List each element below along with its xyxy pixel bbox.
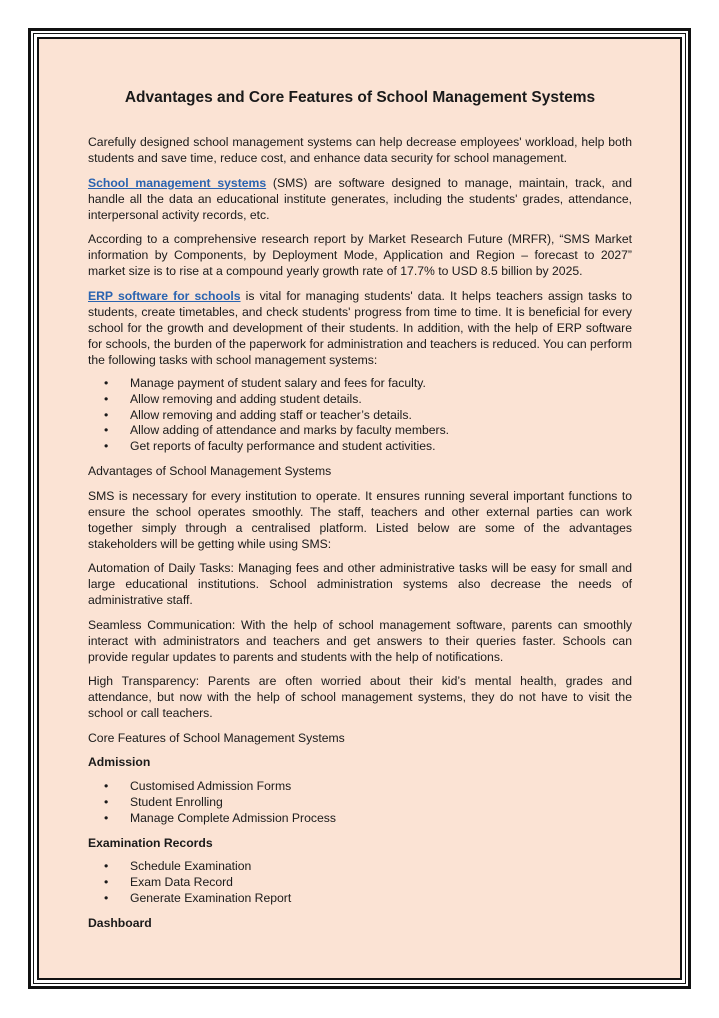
bullet-icon: •: [104, 376, 109, 390]
tasks-list: [88, 376, 632, 455]
list-item: • Allow adding of attendance and marks by faculty members.: [104, 423, 450, 438]
sms-link[interactable]: School management systems: [88, 175, 267, 190]
bullet-icon: •: [104, 391, 109, 406]
list-item: • Student Enrolling: [104, 794, 223, 809]
core-features-heading: Core Features of School Management Systems: [88, 730, 345, 745]
advantages-intro: SMS is necessary for every institution to operate. It ensures running several important functions to ensure the school operates smoothly. The staff, teachers and other external parties can work together simply through a centralised platform. Listed below are some of the advantages stakeholders will be getting while using SMS:: [88, 488, 632, 551]
communication-paragraph: Seamless Communication: With the help of school management software, parents can smoothly interact with administrators and teachers and get answers to their queries faster. Schools can provide regular updates to parents and students with the help of notifications.: [88, 617, 632, 664]
automation-paragraph: Automation of Daily Tasks: Managing fees and other administrative tasks will be easy for small and large educational institutions. School administration systems also decrease the needs of administrative staff.: [88, 561, 632, 608]
erp-paragraph: [88, 288, 632, 368]
bullet-icon: •: [104, 778, 109, 793]
list-item: • Allow removing and adding staff or teacher’s details.: [104, 407, 412, 422]
sms-paragraph-text: (SMS) are software designed to manage, maintain, track, and handle all the data an educational institute generates, including the students' grades, attendance, interpersonal activity records, etc.: [88, 175, 632, 222]
erp-paragraph-text: is vital for managing students' data. It helps teachers assign tasks to students, create timetables, and check students' progress from time to time. It is beneficial for every school for the growth and development of their students. In addition, with the help of ERP software for schools, the burden of the paperwork for administration and teachers is reduced. You can perform the following tasks with school management systems:: [88, 288, 633, 367]
advantages-heading: Advantages of School Management Systems: [88, 464, 332, 479]
page-title: Advantages and Core Features of School Management Systems: [124, 89, 596, 106]
list-item: • Allow removing and adding student details.: [104, 391, 362, 406]
bullet-icon: •: [104, 423, 109, 438]
sms-paragraph: [88, 175, 632, 223]
bullet-icon: •: [104, 875, 109, 890]
examination-list: [88, 859, 632, 906]
bullet-icon: •: [104, 407, 109, 422]
list-item: • Customised Admission Forms: [104, 778, 292, 793]
bullet-icon: •: [104, 859, 109, 874]
research-paragraph: According to a comprehensive research report by Market Research Future (MRFR), “SMS Market information by Components, by Deployment Mode, Application and Region – forecast to 2027” market size is to rise at a compound yearly growth rate of 17.7% to USD 8.5 billion by 2025.: [88, 232, 632, 278]
document-body: [88, 88, 632, 940]
transparency-paragraph: High Transparency: Parents are often worried about their kid’s mental health, grades and attendance, but now with the help of school management systems, they do not have to visit the school or call teachers.: [88, 674, 632, 721]
list-item: • Manage payment of student salary and fees for faculty.: [104, 376, 426, 390]
admission-heading: Admission: [88, 755, 151, 770]
list-item: • Schedule Examination: [104, 859, 252, 874]
list-item: • Exam Data Record: [104, 875, 233, 890]
list-item: • Get reports of faculty performance and student activities.: [104, 439, 436, 454]
bullet-icon: •: [104, 810, 109, 825]
list-item: • Manage Complete Admission Process: [104, 810, 336, 825]
admission-list: [88, 779, 632, 826]
intro-paragraph: Carefully designed school management systems can help decrease employees' workload, help both students and save time, reduce cost, and enhance data security for school management.: [88, 135, 632, 165]
examination-heading: Examination Records: [88, 835, 213, 850]
erp-link[interactable]: ERP software for schools: [88, 288, 241, 303]
bullet-icon: •: [104, 439, 109, 454]
dashboard-heading: Dashboard: [88, 916, 152, 931]
bullet-icon: •: [104, 794, 109, 809]
bullet-icon: •: [104, 890, 109, 905]
list-item: • Generate Examination Report: [104, 890, 292, 905]
